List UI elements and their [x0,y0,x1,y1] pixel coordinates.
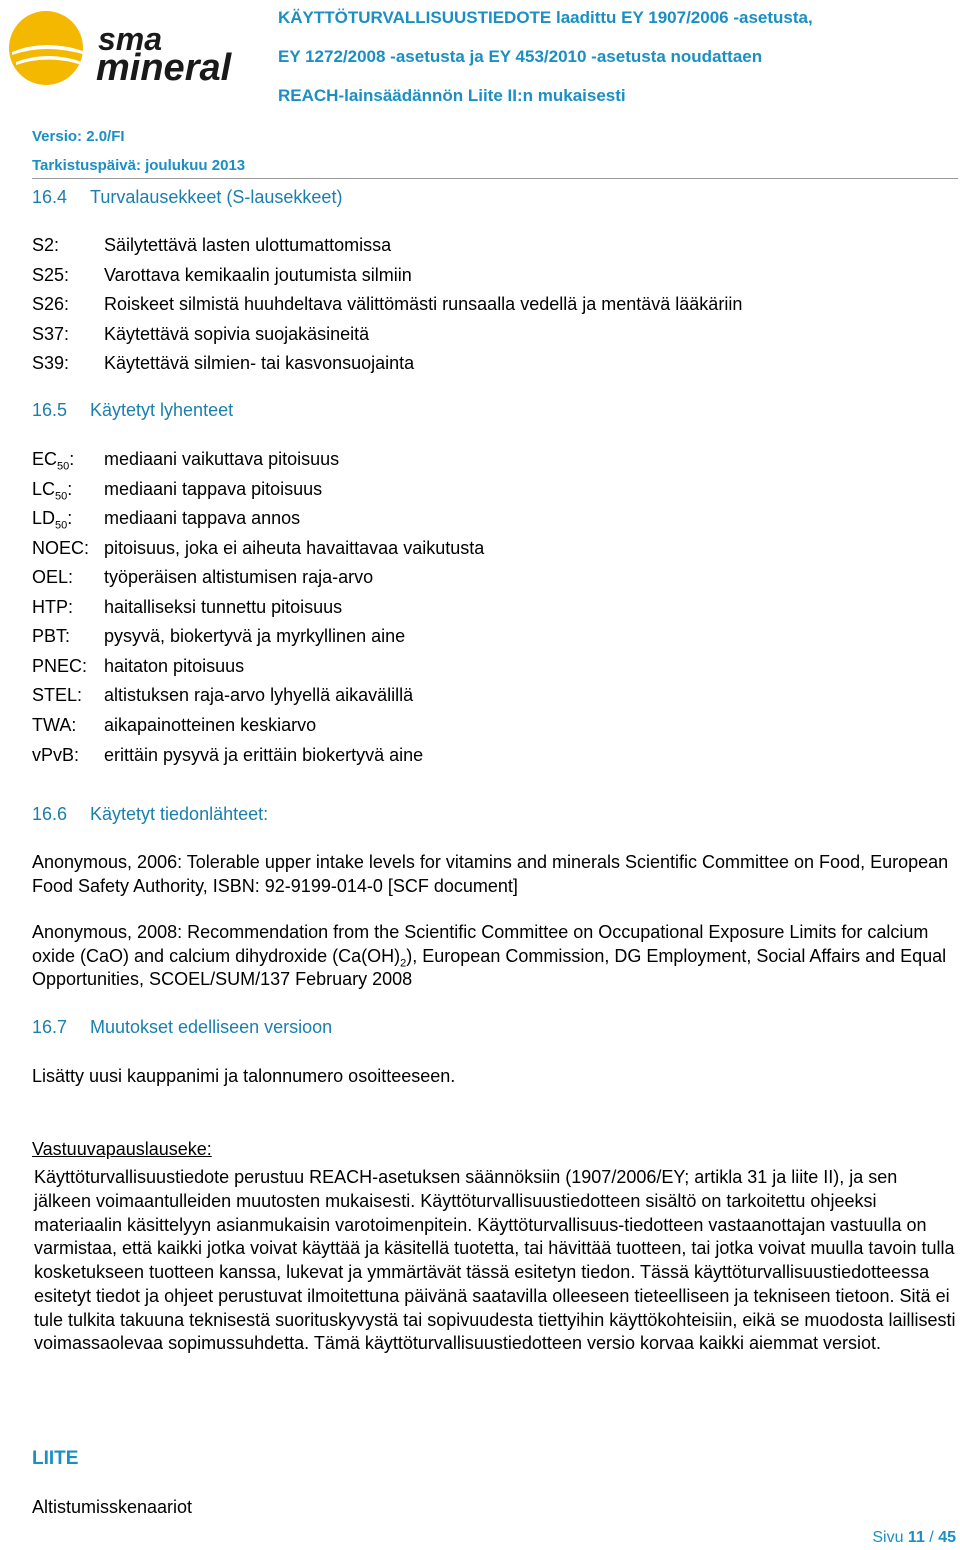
list-item [32,655,244,677]
section-title: Muutokset edelliseen versioon [90,1017,333,1037]
abbr-code: STEL: [32,685,83,705]
page-separator: / [929,1529,934,1546]
list-item [32,714,316,736]
list-item [32,323,369,345]
review-date-label: Tarkistuspäivä: joulukuu 2013 [32,157,246,174]
current-page: 11 [907,1529,925,1546]
s-code: S25: [32,265,70,285]
s-text: Säilytettävä lasten ulottumattomissa [104,235,392,255]
list-item [32,293,742,315]
abbr-text: haitalliseksi tunnettu pitoisuus [104,597,343,617]
list-item [32,596,342,618]
abbr-text: haitaton pitoisuus [104,656,245,676]
list-item [32,234,391,256]
abbr-text: altistuksen raja-arvo lyhyellä aikavälillä [104,685,414,705]
section-16-7-heading [32,1017,332,1038]
logo-word-sma: sma [98,21,163,57]
s-text: Käytettävä silmien- tai kasvonsuojainta [104,353,415,373]
disclaimer-text: Käyttöturvallisuustiedote perustuu REACH-asetuksen säännöksiin (1907/2006/EY; artikla 31 ja liite II), ja sen jälkeen voimaantulleiden muutosten mukaisesti. Käyttöturvallisuustiedotteen sisältö on tarkoitettu ohjeeksi materiaalin käsittelyyn asianmukaisin varotoimenpitein. Käyttöturvallisuus-tiedotteen vastaanottajan vastuulla on varmistaa, että kaikki jotka voivat käyttää ja käsitellä tuotetta, tai hävittää tuotteen, tai jotka voivat muulla tavoin tulla kosketukseen tuotteen kanssa, lukevat ja ymmärtävät tässä esitetyn tiedon. Tässä käyttöturvallisuustiedotteessa esitetyt tiedot ja ohjeet perustuvat ilmoitettuna päivänä saatavilla olleeseen tieteelliseen ja tekniseen tietoon. Sitä ei tule tulkita takuuna teknisestä suorituskyvystä tai sopivuudesta tiettyihin käyttökohteisiin, eikä se muodosta laillisesti voimassaolevaa sopimussuhdetta. Tämä käyttöturvallisuustiedotteen versio korvaa kaikki aiemmat versiot. [34,1167,956,1354]
list-item [32,448,340,473]
page-label: Sivu [872,1529,904,1546]
section-16-4-heading [32,187,342,208]
logo-word-mineral: mineral [96,47,232,88]
abbr-text: mediaani tappava pitoisuus [104,479,323,499]
list-item [32,566,373,588]
list-item [32,507,301,532]
annex-subtitle: Altistumisskenaariot [32,1497,193,1517]
abbr-code: $LD_{50}$: [32,508,73,532]
sma-mineral-logo-icon [6,8,276,88]
company-logo [6,8,276,88]
abbr-text: mediaani vaikuttava pitoisuus [104,449,340,469]
total-pages: 45 [938,1529,956,1546]
list-item [32,264,412,286]
abbr-text: pitoisuus, joka ei aiheuta havaittavaa vaikutusta [104,538,485,558]
abbr-code: vPvB: [32,745,80,765]
list-item [32,744,423,766]
s-text: Roiskeet silmistä huuhdeltava välittömästi runsaalla vedellä ja mentävä lääkäriin [104,294,743,314]
abbr-text: aikapainotteinen keskiarvo [104,715,317,735]
abbr-code: HTP: [32,597,74,617]
version-label: Versio: 2.0/FI [32,128,125,145]
list-item [32,478,323,503]
s-text: Varottava kemikaalin joutumista silmiin [104,265,412,285]
list-item [32,625,405,647]
abbr-code: PBT: [32,626,71,646]
annex-title: LIITE [32,1448,79,1469]
section-number: 16.4 [32,187,68,207]
header-title-line-2: EY 1272/2008 -asetusta ja EY 453/2010 -asetusta noudattaen [278,47,763,66]
abbr-code: $EC_{50}$: [32,449,75,473]
abbr-text: erittäin pysyvä ja erittäin biokertyvä aine [104,745,424,765]
abbr-code: OEL: [32,567,74,587]
section-title: Käytetyt tiedonlähteet: [90,804,269,824]
section-16-5-heading [32,400,233,421]
abbr-code: $LC_{50}$: [32,479,73,503]
page-number [872,1529,956,1547]
abbr-code: PNEC: [32,656,88,676]
header-title-line-3: REACH-lainsäädännön Liite II:n mukaisesti [278,86,626,105]
abbr-text: pysyvä, biokertyvä ja myrkyllinen aine [104,626,406,646]
abbr-code: TWA: [32,715,77,735]
list-item [32,537,484,559]
section-number: 16.5 [32,400,68,420]
section-16-6-heading [32,804,268,825]
header-title-line-1: KÄYTTÖTURVALLISUUSTIEDOTE laadittu EY 1907/2006 -asetusta, [278,8,813,27]
changes-text: Lisätty uusi kauppanimi ja talonnumero osoitteeseen. [32,1066,456,1086]
s-text: Käytettävä sopivia suojakäsineitä [104,324,370,344]
list-item [32,684,413,706]
s-code: S39: [32,353,70,373]
s-code: S2: [32,235,60,255]
section-number: 16.6 [32,804,68,824]
section-number: 16.7 [32,1017,68,1037]
reference-1: Anonymous, 2006: Tolerable upper intake levels for vitamins and minerals Scientific Committee on Food, European Food Safety Authority, ISBN: 92-9199-014-0 [SCF document] [32,852,949,896]
header-divider [32,178,958,179]
reference-2: Anonymous, 2008: Recommendation from the Scientific Committee on Occupational Exposure Limits for calcium oxide (CaO) and calcium dihydroxide $(Ca(OH)_2)$, European Commission, DG Employment, Social Affairs and Equal Opportunities, SCOEL/SUM/137 February 2008 [32,922,947,989]
section-title: Käytetyt lyhenteet [90,400,234,420]
s-code: S37: [32,324,70,344]
section-title: Turvalausekkeet (S-lausekkeet) [90,187,343,207]
abbr-code: NOEC: [32,538,90,558]
abbr-text: työperäisen altistumisen raja-arvo [104,567,374,587]
abbr-text: mediaani tappava annos [104,508,301,528]
list-item [32,352,414,374]
s-code: S26: [32,294,70,314]
disclaimer-title: Vastuuvapauslauseke: [32,1139,212,1159]
